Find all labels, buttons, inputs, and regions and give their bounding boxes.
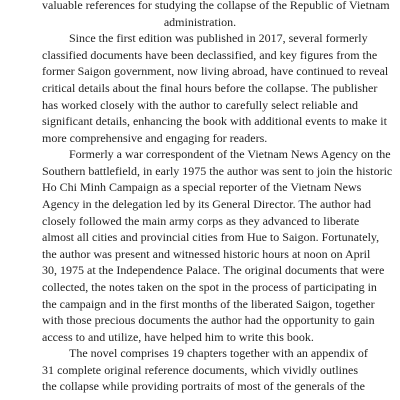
paragraph-3-line-2: Southern battlefield, in early 1975 the author was sent to join the historic xyxy=(42,163,393,178)
paragraph-2-line-6: significant details, enhancing the book with additional events to make it xyxy=(42,114,387,129)
paragraph-2-line-4: critical details about the final hours before the collapse. The publisher xyxy=(42,80,378,95)
paragraph-4-line-1: The novel comprises 19 chapters together with an appendix of xyxy=(69,346,368,361)
paragraph-3-line-6: almost all cities and provincial cities from Hue to Saigon. Fortunately, xyxy=(42,230,380,245)
paragraph-1-line-2: administration. xyxy=(163,14,237,29)
paragraph-2-line-2: classified documents have been declassified, and key figures from the xyxy=(42,47,378,62)
paragraph-3-line-8: 30, 1975 at the Independence Palace. The original documents that were xyxy=(42,263,385,278)
paragraph-1-line-1: valuable references for studying the collapse of the Republic of Vietnam xyxy=(42,0,390,12)
paragraph-3-line-7: the author was present and witnessed historic hours at noon on April xyxy=(42,246,371,261)
paragraph-2-line-5: has worked closely with the author to carefully select reliable and xyxy=(42,97,358,112)
paragraph-3-line-10: the campaign and in the first months of the liberated Saigon, together xyxy=(42,296,375,311)
paragraph-3-line-1: Formerly a war correspondent of the Vietnam News Agency on the xyxy=(69,147,391,162)
paragraph-2-line-1: Since the first edition was published in 2017, several formerly xyxy=(69,31,368,46)
paragraph-2-line-7: more comprehensive and engaging for readers. xyxy=(42,130,268,145)
paragraph-3-line-3: Ho Chi Minh Campaign as a special reporter of the Vietnam News xyxy=(42,180,362,195)
paragraph-3-line-12: access to and utilize, have helped him to write this book. xyxy=(42,329,314,344)
paragraph-3-line-11: with those precious documents the author had the opportunity to gain xyxy=(42,313,375,328)
paragraph-3-line-5: closely followed the main army corps as they advanced to liberate xyxy=(42,213,360,228)
paragraph-3-line-9: collected, the notes taken on the spot in the process of participating in xyxy=(42,279,377,294)
paragraph-3-line-4: Agency in the delegation led by its General Director. The author had xyxy=(42,197,372,211)
paragraph-4-line-2: 31 complete original reference documents, which vividly outlines xyxy=(42,362,358,377)
paragraph-2-line-3: former Saigon government, now living abroad, have continued to reveal xyxy=(42,64,389,79)
paragraph-4-line-3: the collapse while providing portraits of most of the generals of the xyxy=(42,379,365,394)
